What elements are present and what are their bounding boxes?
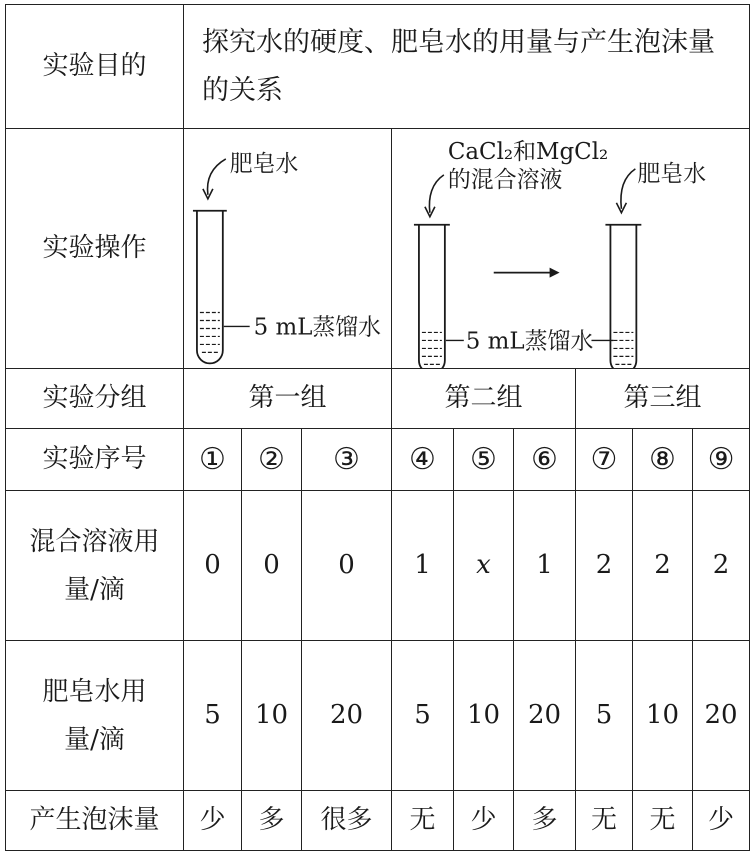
seq-9: ⑨ xyxy=(693,429,750,491)
row-operation xyxy=(6,129,750,369)
process-arrowhead-icon xyxy=(550,268,560,278)
purpose-text: 探究水的硬度、肥皂水的用量与产生泡沫量的关系 xyxy=(184,5,750,129)
soap-1: 5 xyxy=(184,641,242,791)
experiment-table-container xyxy=(5,4,749,850)
foam-8: 无 xyxy=(633,791,693,851)
soap-5: 10 xyxy=(454,641,514,791)
right-reagent-line2: 的混合溶液 xyxy=(447,166,563,193)
mixed-2: 0 xyxy=(242,491,302,641)
right-test-tube-1-icon xyxy=(414,225,450,369)
soap-6: 20 xyxy=(514,641,576,791)
soap-4: 5 xyxy=(392,641,454,791)
left-reagent-label: 肥皂水 xyxy=(229,150,299,177)
right-arrow2-icon xyxy=(621,169,635,209)
group-1: 第一组 xyxy=(184,369,392,429)
foam-4: 无 xyxy=(392,791,454,851)
seq-1: ① xyxy=(184,429,242,491)
seq-6: ⑥ xyxy=(514,429,576,491)
left-arrow-icon xyxy=(208,159,226,195)
mixed-3: 0 xyxy=(302,491,392,641)
right-reagent2-label: 肥皂水 xyxy=(637,160,707,187)
experiment-table xyxy=(5,4,750,851)
seq-5: ⑤ xyxy=(454,429,514,491)
label-sequence: 实验序号 xyxy=(6,429,184,491)
row-grouping xyxy=(6,369,750,429)
foam-1: 少 xyxy=(184,791,242,851)
mixed-5: x xyxy=(454,491,514,641)
seq-8: ⑧ xyxy=(633,429,693,491)
soap-8: 10 xyxy=(633,641,693,791)
soap-3: 20 xyxy=(302,641,392,791)
left-test-tube-icon xyxy=(193,211,227,364)
row-purpose xyxy=(6,5,750,129)
mixed-6: 1 xyxy=(514,491,576,641)
seq-2: ② xyxy=(242,429,302,491)
right-arrow1-icon xyxy=(429,175,443,213)
label-purpose: 实验目的 xyxy=(6,5,184,129)
soap-2: 10 xyxy=(242,641,302,791)
label-foam: 产生泡沫量 xyxy=(6,791,184,851)
operation-right-cell xyxy=(392,129,750,369)
right-reagent-line1: CaCl₂和MgCl₂ xyxy=(447,138,609,165)
row-sequence xyxy=(6,429,750,491)
label-mixed-solution: 混合溶液用量/滴 xyxy=(6,491,184,641)
operation-left-cell xyxy=(184,129,392,369)
foam-3: 很多 xyxy=(302,791,392,851)
seq-3: ③ xyxy=(302,429,392,491)
mixed-8: 2 xyxy=(633,491,693,641)
operation-left-diagram xyxy=(184,129,391,368)
label-operation: 实验操作 xyxy=(6,129,184,369)
foam-9: 少 xyxy=(693,791,750,851)
foam-7: 无 xyxy=(576,791,633,851)
mixed-4: 1 xyxy=(392,491,454,641)
group-2: 第二组 xyxy=(392,369,576,429)
label-grouping: 实验分组 xyxy=(6,369,184,429)
seq-4: ④ xyxy=(392,429,454,491)
row-foam xyxy=(6,791,750,851)
operation-right-diagram xyxy=(392,129,749,368)
right-test-tube-2-icon xyxy=(605,225,641,369)
seq-7: ⑦ xyxy=(576,429,633,491)
soap-9: 20 xyxy=(693,641,750,791)
foam-6: 多 xyxy=(514,791,576,851)
mixed-9: 2 xyxy=(693,491,750,641)
soap-7: 5 xyxy=(576,641,633,791)
right-liquid-label: 5 mL蒸馏水 xyxy=(465,328,594,355)
row-mixed-solution xyxy=(6,491,750,641)
group-3: 第三组 xyxy=(576,369,750,429)
label-soap-water: 肥皂水用量/滴 xyxy=(6,641,184,791)
left-liquid-label: 5 mL蒸馏水 xyxy=(253,314,382,341)
row-soap-water xyxy=(6,641,750,791)
foam-5: 少 xyxy=(454,791,514,851)
foam-2: 多 xyxy=(242,791,302,851)
mixed-1: 0 xyxy=(184,491,242,641)
mixed-7: 2 xyxy=(576,491,633,641)
